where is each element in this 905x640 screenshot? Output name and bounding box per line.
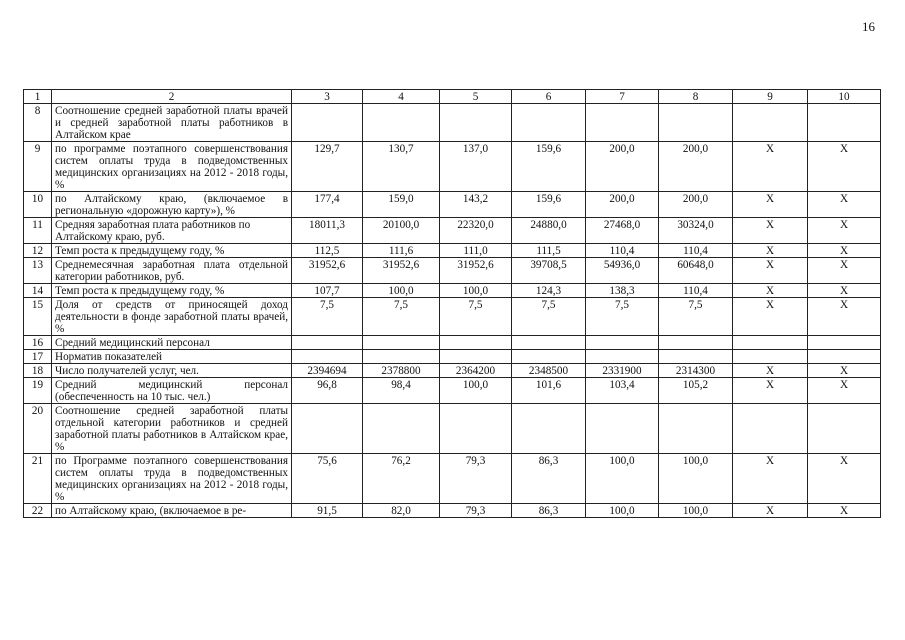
value-cell: 20100,0 bbox=[363, 218, 440, 244]
indicator-description: по Алтайскому краю, (включаемое в ре- bbox=[52, 504, 292, 518]
value-cell: 200,0 bbox=[586, 192, 659, 218]
value-cell: 79,3 bbox=[440, 504, 512, 518]
mark-cell: X bbox=[808, 258, 881, 284]
mark-cell: X bbox=[808, 142, 881, 192]
value-cell bbox=[586, 336, 659, 350]
column-header: 6 bbox=[512, 90, 586, 104]
value-cell: 100,0 bbox=[440, 378, 512, 404]
value-cell: 82,0 bbox=[363, 504, 440, 518]
row-number: 15 bbox=[24, 298, 52, 336]
mark-cell bbox=[808, 336, 881, 350]
table-row bbox=[24, 350, 881, 364]
column-header: 10 bbox=[808, 90, 881, 104]
value-cell: 111,6 bbox=[363, 244, 440, 258]
value-cell bbox=[440, 404, 512, 454]
table-row bbox=[24, 142, 881, 192]
indicator-description: по Программе поэтапного совершенствования систем оплаты труда в подведомственных медицинских организациях на 2012 - 2018 годы, % bbox=[52, 454, 292, 504]
value-cell: 137,0 bbox=[440, 142, 512, 192]
value-cell: 91,5 bbox=[292, 504, 363, 518]
mark-cell bbox=[733, 336, 808, 350]
table-row bbox=[24, 336, 881, 350]
mark-cell bbox=[808, 404, 881, 454]
value-cell: 31952,6 bbox=[440, 258, 512, 284]
value-cell: 75,6 bbox=[292, 454, 363, 504]
table-row bbox=[24, 218, 881, 244]
value-cell: 24880,0 bbox=[512, 218, 586, 244]
value-cell: 105,2 bbox=[659, 378, 733, 404]
value-cell bbox=[292, 104, 363, 142]
value-cell: 124,3 bbox=[512, 284, 586, 298]
column-header: 9 bbox=[733, 90, 808, 104]
mark-cell: X bbox=[808, 192, 881, 218]
mark-cell bbox=[733, 350, 808, 364]
value-cell: 30324,0 bbox=[659, 218, 733, 244]
indicator-description: Доля от средств от приносящей доход деятельности в фонде заработной платы врачей, % bbox=[52, 298, 292, 336]
indicator-description: Средний медицинский персонал bbox=[52, 336, 292, 350]
indicator-description: Норматив показателей bbox=[52, 350, 292, 364]
row-number: 9 bbox=[24, 142, 52, 192]
mark-cell: X bbox=[808, 244, 881, 258]
row-number: 19 bbox=[24, 378, 52, 404]
value-cell: 54936,0 bbox=[586, 258, 659, 284]
value-cell: 101,6 bbox=[512, 378, 586, 404]
column-header: 7 bbox=[586, 90, 659, 104]
value-cell: 2331900 bbox=[586, 364, 659, 378]
value-cell: 7,5 bbox=[586, 298, 659, 336]
value-cell: 79,3 bbox=[440, 454, 512, 504]
value-cell: 103,4 bbox=[586, 378, 659, 404]
table-row bbox=[24, 364, 881, 378]
value-cell: 107,7 bbox=[292, 284, 363, 298]
table-row bbox=[24, 104, 881, 142]
table-row bbox=[24, 378, 881, 404]
value-cell: 112,5 bbox=[292, 244, 363, 258]
value-cell: 100,0 bbox=[363, 284, 440, 298]
mark-cell bbox=[808, 350, 881, 364]
value-cell: 31952,6 bbox=[363, 258, 440, 284]
table-body bbox=[24, 104, 881, 518]
value-cell: 110,4 bbox=[659, 284, 733, 298]
column-header: 3 bbox=[292, 90, 363, 104]
value-cell bbox=[440, 350, 512, 364]
value-cell: 86,3 bbox=[512, 504, 586, 518]
indicator-description: Среднемесячная заработная плата отдельной категории работников, руб. bbox=[52, 258, 292, 284]
value-cell: 110,4 bbox=[586, 244, 659, 258]
row-number: 14 bbox=[24, 284, 52, 298]
table-row bbox=[24, 284, 881, 298]
table-row bbox=[24, 504, 881, 518]
value-cell bbox=[440, 336, 512, 350]
value-cell bbox=[292, 350, 363, 364]
mark-cell: X bbox=[733, 258, 808, 284]
header-row bbox=[24, 90, 881, 104]
value-cell: 7,5 bbox=[659, 298, 733, 336]
value-cell: 100,0 bbox=[440, 284, 512, 298]
column-header: 5 bbox=[440, 90, 512, 104]
table-row bbox=[24, 404, 881, 454]
value-cell bbox=[363, 336, 440, 350]
value-cell: 98,4 bbox=[363, 378, 440, 404]
value-cell: 27468,0 bbox=[586, 218, 659, 244]
value-cell bbox=[512, 404, 586, 454]
indicator-description: по Алтайскому краю, (включаемое в региональную «дорожную карту»), % bbox=[52, 192, 292, 218]
row-number: 16 bbox=[24, 336, 52, 350]
mark-cell bbox=[733, 104, 808, 142]
indicator-description: Соотношение средней заработной платы отдельной категории работников и средней заработной платы работников в Алтайском крае, % bbox=[52, 404, 292, 454]
mark-cell: X bbox=[733, 192, 808, 218]
mark-cell bbox=[733, 404, 808, 454]
value-cell: 86,3 bbox=[512, 454, 586, 504]
value-cell: 200,0 bbox=[586, 142, 659, 192]
value-cell: 100,0 bbox=[586, 504, 659, 518]
mark-cell: X bbox=[808, 454, 881, 504]
value-cell bbox=[512, 350, 586, 364]
indicator-description: Средний медицинский персонал (обеспеченность на 10 тыс. чел.) bbox=[52, 378, 292, 404]
table-row bbox=[24, 258, 881, 284]
indicator-description: по программе поэтапного совершенствования систем оплаты труда в подведомственных медицинских организациях на 2012 - 2018 годы, % bbox=[52, 142, 292, 192]
value-cell: 159,0 bbox=[363, 192, 440, 218]
column-header: 8 bbox=[659, 90, 733, 104]
mark-cell: X bbox=[733, 244, 808, 258]
value-cell: 100,0 bbox=[659, 454, 733, 504]
value-cell: 7,5 bbox=[292, 298, 363, 336]
value-cell bbox=[659, 104, 733, 142]
row-number: 22 bbox=[24, 504, 52, 518]
value-cell bbox=[292, 336, 363, 350]
value-cell bbox=[363, 350, 440, 364]
indicator-description: Темп роста к предыдущему году, % bbox=[52, 244, 292, 258]
page-number: 16 bbox=[862, 19, 875, 34]
value-cell bbox=[512, 104, 586, 142]
mark-cell: X bbox=[733, 298, 808, 336]
value-cell bbox=[363, 404, 440, 454]
value-cell: 138,3 bbox=[586, 284, 659, 298]
value-cell bbox=[512, 336, 586, 350]
value-cell: 2348500 bbox=[512, 364, 586, 378]
mark-cell: X bbox=[733, 284, 808, 298]
row-number: 12 bbox=[24, 244, 52, 258]
mark-cell bbox=[808, 104, 881, 142]
column-header: 4 bbox=[363, 90, 440, 104]
mark-cell: X bbox=[808, 504, 881, 518]
mark-cell: X bbox=[733, 218, 808, 244]
value-cell: 7,5 bbox=[363, 298, 440, 336]
mark-cell: X bbox=[808, 284, 881, 298]
mark-cell: X bbox=[808, 298, 881, 336]
row-number: 13 bbox=[24, 258, 52, 284]
value-cell: 111,0 bbox=[440, 244, 512, 258]
value-cell: 2394694 bbox=[292, 364, 363, 378]
value-cell bbox=[659, 350, 733, 364]
value-cell: 2378800 bbox=[363, 364, 440, 378]
value-cell: 39708,5 bbox=[512, 258, 586, 284]
value-cell: 100,0 bbox=[659, 504, 733, 518]
row-number: 18 bbox=[24, 364, 52, 378]
column-header: 2 bbox=[52, 90, 292, 104]
mark-cell: X bbox=[808, 364, 881, 378]
value-cell: 22320,0 bbox=[440, 218, 512, 244]
table-row bbox=[24, 244, 881, 258]
value-cell bbox=[586, 404, 659, 454]
indicators-table bbox=[23, 89, 881, 518]
mark-cell: X bbox=[733, 142, 808, 192]
value-cell: 177,4 bbox=[292, 192, 363, 218]
value-cell: 200,0 bbox=[659, 142, 733, 192]
table-row bbox=[24, 454, 881, 504]
indicator-description: Темп роста к предыдущему году, % bbox=[52, 284, 292, 298]
column-header: 1 bbox=[24, 90, 52, 104]
mark-cell: X bbox=[733, 504, 808, 518]
row-number: 10 bbox=[24, 192, 52, 218]
indicator-description: Число получателей услуг, чел. bbox=[52, 364, 292, 378]
value-cell: 96,8 bbox=[292, 378, 363, 404]
value-cell: 60648,0 bbox=[659, 258, 733, 284]
value-cell bbox=[292, 404, 363, 454]
mark-cell: X bbox=[733, 364, 808, 378]
value-cell: 129,7 bbox=[292, 142, 363, 192]
value-cell: 76,2 bbox=[363, 454, 440, 504]
value-cell: 2364200 bbox=[440, 364, 512, 378]
value-cell: 111,5 bbox=[512, 244, 586, 258]
value-cell: 7,5 bbox=[440, 298, 512, 336]
value-cell bbox=[659, 404, 733, 454]
value-cell bbox=[363, 104, 440, 142]
table-row bbox=[24, 298, 881, 336]
mark-cell: X bbox=[733, 454, 808, 504]
value-cell: 31952,6 bbox=[292, 258, 363, 284]
value-cell: 18011,3 bbox=[292, 218, 363, 244]
value-cell bbox=[659, 336, 733, 350]
value-cell: 100,0 bbox=[586, 454, 659, 504]
value-cell bbox=[586, 350, 659, 364]
table-row bbox=[24, 192, 881, 218]
value-cell: 7,5 bbox=[512, 298, 586, 336]
value-cell: 110,4 bbox=[659, 244, 733, 258]
value-cell: 200,0 bbox=[659, 192, 733, 218]
row-number: 8 bbox=[24, 104, 52, 142]
mark-cell: X bbox=[733, 378, 808, 404]
value-cell bbox=[586, 104, 659, 142]
row-number: 20 bbox=[24, 404, 52, 454]
value-cell: 159,6 bbox=[512, 142, 586, 192]
value-cell bbox=[440, 104, 512, 142]
row-number: 21 bbox=[24, 454, 52, 504]
row-number: 11 bbox=[24, 218, 52, 244]
indicator-description: Средняя заработная плата работников по Алтайскому краю, руб. bbox=[52, 218, 292, 244]
mark-cell: X bbox=[808, 218, 881, 244]
mark-cell: X bbox=[808, 378, 881, 404]
value-cell: 130,7 bbox=[363, 142, 440, 192]
row-number: 17 bbox=[24, 350, 52, 364]
value-cell: 2314300 bbox=[659, 364, 733, 378]
value-cell: 159,6 bbox=[512, 192, 586, 218]
value-cell: 143,2 bbox=[440, 192, 512, 218]
indicator-description: Соотношение средней заработной платы врачей и средней заработной платы работников в Алтайском крае bbox=[52, 104, 292, 142]
